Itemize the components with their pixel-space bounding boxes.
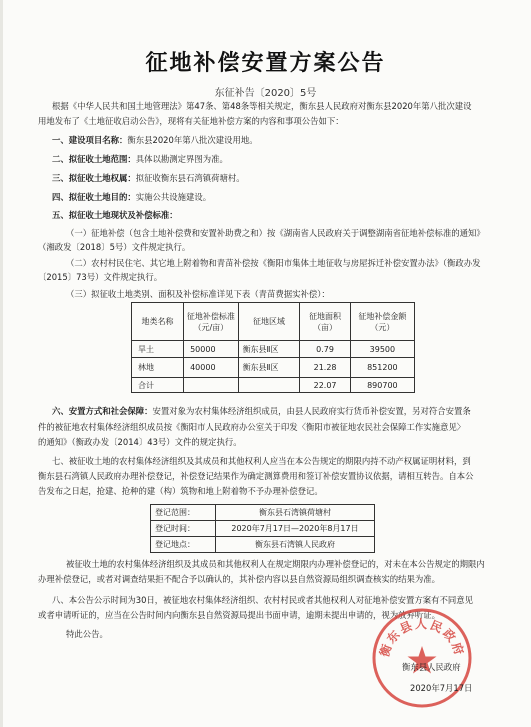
closing-text: 特此公告。 — [66, 629, 108, 639]
table-cell: 合计 — [132, 378, 184, 393]
registration-value: 衡东县石湾镇人民政府 — [216, 537, 375, 553]
table-cell: 851200 — [350, 358, 414, 378]
signature-date: 2020年7月17日 — [410, 683, 473, 693]
item-project-name — [52, 133, 258, 147]
table-cell: 衡东县Ⅱ区 — [238, 358, 300, 378]
official-seal-stamp — [370, 606, 474, 710]
table-cell — [184, 378, 238, 393]
table-row — [151, 505, 375, 521]
table-row — [132, 358, 415, 378]
item-text: 实施公共设施建设。 — [135, 192, 212, 202]
registration-value: 2020年7月17日—2020年8月17日 — [216, 521, 375, 537]
table-cell: 林地 — [132, 358, 184, 378]
item-label: 五、拟征收土地现状及补偿标准： — [52, 210, 178, 220]
section-8-line-2: 或者申请听证的，应当在公告时间内向衡东县自然资源局提出书面申请，逾期未提出申请的，视为放弃听证。 — [38, 610, 440, 620]
table-cell: 39500 — [350, 341, 414, 358]
section-7-line-3: 告发布之日起，抢建、抢种的建（构）筑物和地上附着物不予办理补偿登记。 — [38, 486, 323, 496]
section-6-line-3: 的通知》（衡政办发〔2014〕43号）文件的规定执行。 — [38, 437, 242, 447]
table-header-cell: 征地区域 — [238, 303, 300, 341]
item-label: 一、建设项目名称： — [52, 135, 128, 145]
item-land-range — [52, 152, 228, 166]
table-header-row — [132, 303, 415, 341]
standard-1-line-1: （一）征地补偿（包含土地补偿费和安置补助费之和）按《湖南省人民政府关于调整湖南省征地补偿标准的通知》 — [66, 228, 485, 238]
section-8-line-1: 八、本公告公示时间为30日，被征地农村集体经济组织、农村村民或者其他权利人对征地补偿安置方案有不同意见 — [52, 595, 474, 605]
registration-value: 衡东县石湾镇荷塘村 — [216, 505, 375, 521]
table-header-cell: 征地补偿金额（元） — [350, 303, 414, 341]
table-cell: 50000 — [184, 341, 238, 358]
table-cell: 旱土 — [132, 341, 184, 358]
after-table-line-2: 办理补偿登记，或者对调查结果拒不配合予以确认的，其补偿内容以县自然资源局组织调查核实的结果为准。 — [38, 574, 440, 584]
item-land-purpose — [52, 190, 211, 204]
svg-text:衡东县人民政府: 衡东县人民政府 — [377, 617, 467, 659]
intro-line-2: 用地发布了《土地征收启动公告》，现将有关征地补偿方案的内容和事项公告如下： — [38, 116, 344, 126]
item-label: 三、拟征收土地权属： — [52, 173, 136, 183]
item-text: 衡东县2020年第八批次建设用地。 — [127, 135, 258, 145]
intro-line-1: 根据《中华人民共和国土地管理法》第47条、第48条等相关规定，衡东县人民政府对衡东县2020年第八批次建设 — [52, 101, 472, 111]
registration-table — [150, 504, 375, 553]
table-cell: 21.28 — [300, 358, 350, 378]
standard-1-line-2: （湘政发〔2018〕5号）文件规定执行。 — [38, 242, 191, 252]
table-header-cell: 征地面积（亩） — [300, 303, 350, 341]
table-row — [132, 378, 415, 393]
section-7-line-1: 七、被征收土地的农村集体经济组织及其成员和其他权利人应当在本公告规定的期限内持不动产权属证明材料，到 — [52, 456, 471, 466]
table-cell: 衡东县Ⅱ区 — [238, 341, 300, 358]
section-6-text: 安置对象为农村集体经济组织成员，由县人民政府实行货币补偿安置，另对符合安置条 — [152, 406, 471, 416]
page-edge-shadow — [0, 0, 3, 727]
table-cell: 22.07 — [300, 378, 350, 393]
table-row — [151, 521, 375, 537]
registration-label: 登记范围： — [151, 505, 216, 521]
item-label: 四、拟征收土地目的： — [52, 192, 136, 202]
table-cell: 890700 — [350, 378, 414, 393]
after-table-line-1: 被征收土地的农村集体经济组织及其成员和其他权利人在规定期限内办理补偿登记的，对未在本公告规定的期限内 — [66, 559, 485, 569]
table-cell — [238, 378, 300, 393]
table-header-cell: 征地补偿标准（元/亩） — [184, 303, 238, 341]
section-7-line-2: 衡东县石湾镇人民政府办理补偿登记，补偿登记结果作为确定测算费用和签订补偿安置协议依据，请相互转告。自本公 — [38, 471, 474, 481]
compensation-table — [131, 302, 415, 393]
section-6-label: 六、安置方式和社会保障： — [52, 406, 153, 416]
signature-organization: 衡东县人民政府 — [402, 662, 461, 672]
section-6-line-1 — [52, 404, 471, 418]
standard-2-line-2: 〔2015〕73号）文件规定执行。 — [38, 272, 163, 282]
document-title: 征地补偿安置方案公告 — [145, 50, 386, 76]
document-number: 东征补告〔2020〕5号 — [214, 88, 317, 99]
item-label: 二、拟征收土地范围： — [52, 154, 136, 164]
registration-label: 登记地点： — [151, 537, 216, 553]
section-6-line-2: 件的被征地农村集体经济组织成员按《衡阳市人民政府办公室关于印发〈衡阳市被征地农民社会保障工作实施意见〉 — [38, 422, 466, 432]
table-row — [151, 537, 375, 553]
table-row — [132, 341, 415, 358]
item-text: 具体以勘测定界图为准。 — [135, 154, 228, 164]
registration-label: 登记时间： — [151, 521, 216, 537]
item-land-ownership — [52, 171, 245, 185]
standard-3: （三）拟征收土地类别、面积及补偿标准详见下表（青苗费据实补偿）： — [66, 289, 330, 299]
table-cell: 40000 — [184, 358, 238, 378]
item-land-status — [52, 208, 178, 222]
standard-2-line-1: （二）农村村民住宅、其它地上附着物和青苗补偿按《衡阳市集体土地征收与房屋拆迁补偿安置办法》（衡政办发 — [66, 258, 481, 268]
table-header-cell: 地类名称 — [132, 303, 184, 341]
table-cell: 0.79 — [300, 341, 350, 358]
item-text: 拟征收衡东县石湾镇荷塘村。 — [135, 173, 245, 183]
